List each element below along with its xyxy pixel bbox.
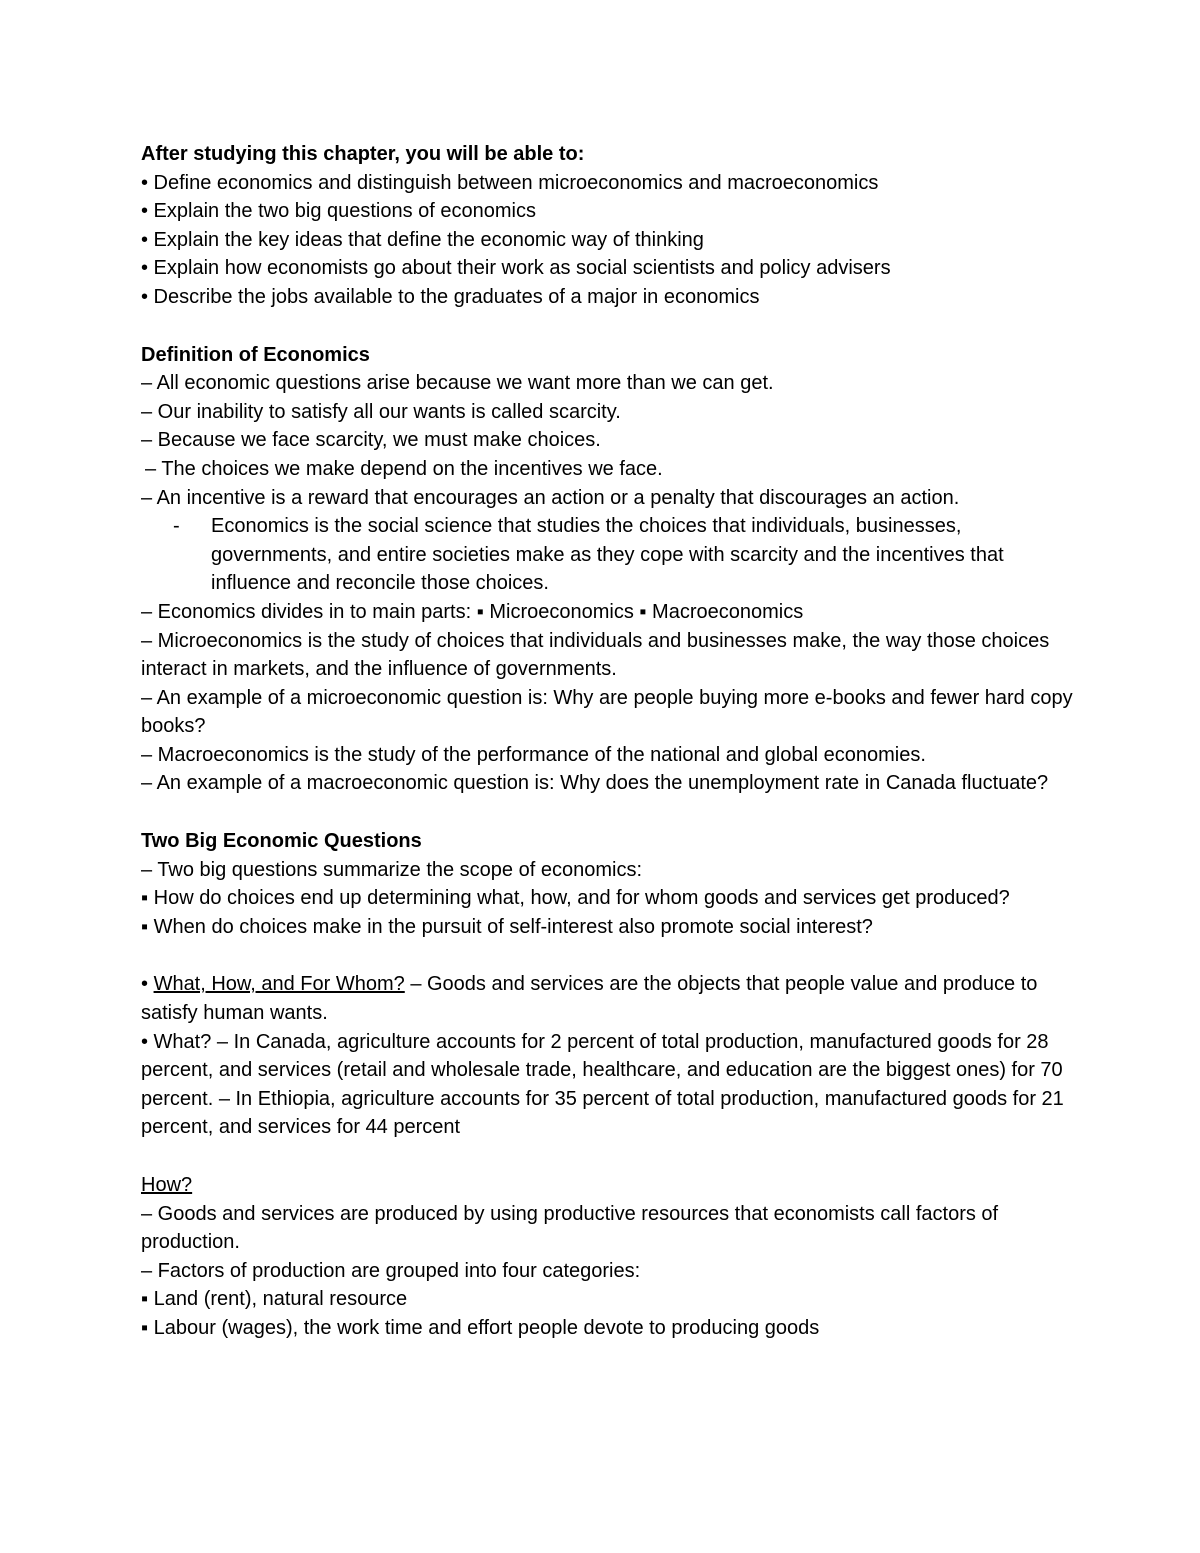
how-line: ▪ Labour (wages), the work time and effort people devote to producing goods (141, 1316, 820, 1339)
objective-item: • Define economics and distinguish between microeconomics and macroeconomics (141, 171, 879, 194)
objective-item: • Explain the key ideas that define the economic way of thinking (141, 228, 704, 251)
sub-item-dash: - (173, 515, 180, 538)
definition-line: – Our inability to satisfy all our wants is called scarcity. (141, 400, 621, 423)
definition-line: – An incentive is a reward that encourages an action or a penalty that discourages an action. (141, 486, 960, 509)
what-how-text: – Goods and services are the objects that people value and produce to satisfy human wants. (141, 973, 1038, 1025)
big-questions-line: ▪ How do choices end up determining what, how, and for whom goods and services get produced? (141, 887, 1010, 910)
big-questions-line: ▪ When do choices make in the pursuit of self-interest also promote social interest? (141, 915, 873, 938)
definition-heading: Definition of Economics (141, 343, 370, 366)
definition-line: – Microeconomics is the study of choices that individuals and businesses make, the way those choices interact in markets, and the influence of governments. (141, 629, 1050, 681)
how-line: – Factors of production are grouped into four categories: (141, 1259, 641, 1282)
objective-item: • Describe the jobs available to the graduates of a major in economics (141, 285, 760, 308)
what-how-for-whom-link[interactable]: What, How, and For Whom? (153, 973, 405, 996)
spacer (141, 941, 1076, 970)
objective-item: • Explain the two big questions of economics (141, 200, 536, 223)
definition-line: – Because we face scarcity, we must make choices. (141, 429, 601, 452)
spacer (141, 1142, 1076, 1171)
big-questions-heading: Two Big Economic Questions (141, 830, 422, 853)
document-page (141, 140, 1076, 1343)
what-paragraph: • What? – In Canada, agriculture accounts for 2 percent of total production, manufactured goods for 28 percent, and services (retail and wholesale trade, healthcare, and education are the biggest ones) for 70 percent. – In Ethiopia, agriculture accounts for 35 percent of total production, manufactured goods for 21 percent, and services for 44 percent (141, 1030, 1064, 1139)
spacer (141, 312, 1076, 341)
economics-definition-item (141, 512, 1076, 598)
how-line: – Goods and services are produced by using productive resources that economists call factors of production. (141, 1202, 999, 1254)
objective-item: • Explain how economists go about their work as social scientists and policy advisers (141, 257, 891, 280)
economics-definition-text: Economics is the social science that studies the choices that individuals, businesses, governments, and entire societies make as they cope with scarcity and the incentives that influence and reconcile those choices. (211, 515, 1004, 595)
big-questions-line: – Two big questions summarize the scope of economics: (141, 858, 642, 881)
how-heading-link[interactable]: How? (141, 1174, 193, 1196)
definition-line: – An example of a microeconomic question is: Why are people buying more e-books and fewer hard copy books? (141, 686, 1073, 738)
bullet: • (141, 973, 154, 996)
definition-line: – An example of a macroeconomic question is: Why does the unemployment rate in Canada fluctuate? (141, 772, 1049, 795)
definition-line: – Economics divides in to main parts: ▪ Microeconomics ▪ Macroeconomics (141, 600, 804, 623)
definition-line: – The choices we make depend on the incentives we face. (145, 457, 663, 480)
definition-line: – All economic questions arise because we want more than we can get. (141, 372, 774, 395)
what-how-paragraph (141, 970, 1076, 1027)
objectives-heading: After studying this chapter, you will be able to: (141, 143, 585, 165)
how-line: ▪ Land (rent), natural resource (141, 1288, 408, 1311)
definition-line: – Macroeconomics is the study of the performance of the national and global economies. (141, 743, 926, 766)
spacer (141, 798, 1076, 827)
